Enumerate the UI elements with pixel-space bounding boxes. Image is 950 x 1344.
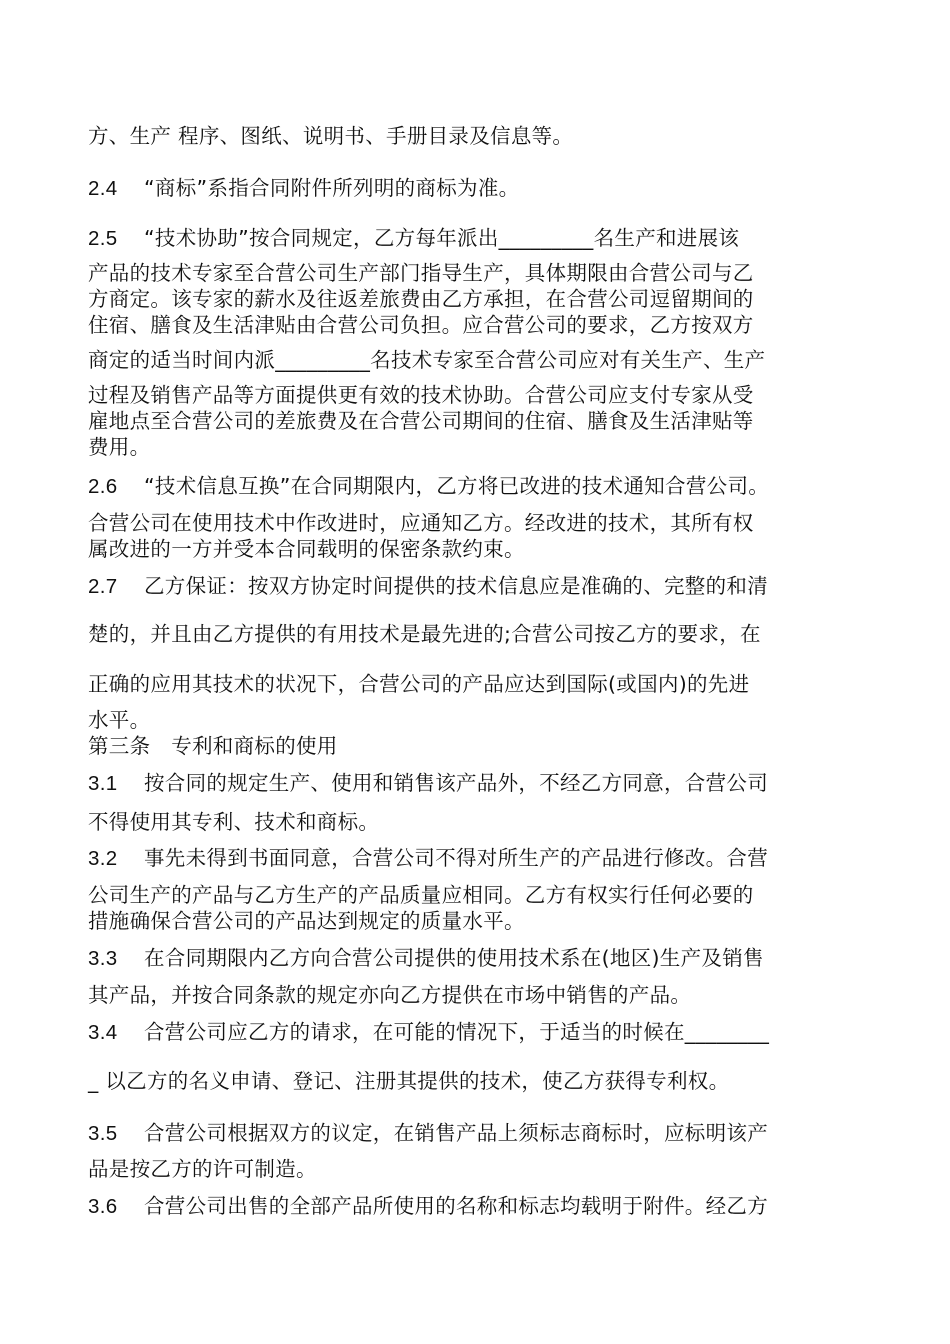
line-text: 产品的技术专家至合营公司生产部门指导生产，具体期限由合营公司与乙 xyxy=(88,261,754,285)
line-text: 合营公司在使用技术中作改进时，应通知乙方。经改进的技术，其所有权 xyxy=(88,511,754,535)
text-line xyxy=(88,708,150,732)
line-text: 过程及销售产品等方面提供更有效的技术协助。合营公司应支付专家从受 xyxy=(88,383,754,407)
line-text: 正确的应用其技术的状况下，合营公司的产品应达到国际(或国内)的先进 xyxy=(88,672,750,696)
clause-number: 2.7 xyxy=(88,575,118,598)
text-line xyxy=(88,983,691,1007)
text-line xyxy=(88,537,525,561)
line-text: 品是按乙方的许可制造。 xyxy=(88,1157,317,1181)
text-line xyxy=(88,435,150,459)
clause-number: 3.3 xyxy=(88,947,118,970)
clause-number: 2.5 xyxy=(88,227,118,250)
line-text: 方、生产 程序、图纸、说明书、手册目录及信息等。 xyxy=(88,124,574,148)
line-text: 住宿、膳食及生活津贴由合营公司负担。应合营公司的要求，乙方按双方 xyxy=(88,313,754,337)
line-text: 按合同的规定生产、使用和销售该产品外，不经乙方同意，合营公司 xyxy=(144,771,768,795)
text-line xyxy=(88,409,754,433)
clause-2-7 xyxy=(88,574,768,599)
text-line xyxy=(88,511,754,535)
clause-number: 2.4 xyxy=(88,177,118,200)
text-line xyxy=(88,909,525,933)
text-line xyxy=(88,348,765,372)
text-line xyxy=(88,883,754,907)
line-text: 合营公司出售的全部产品所使用的名称和标志均载明于附件。经乙方 xyxy=(144,1194,768,1218)
text-line xyxy=(88,672,749,696)
line-text: 水平。 xyxy=(88,708,151,732)
text-line xyxy=(88,261,754,285)
line-text: 合营公司根据双方的议定，在销售产品上须标志商标时，应标明该产 xyxy=(144,1121,768,1145)
section-heading xyxy=(88,734,338,758)
line-text: “技术信息互换”在合同期限内，乙方将已改进的技术通知合营公司。 xyxy=(144,474,770,498)
clause-number: 3.5 xyxy=(88,1122,118,1145)
line-text: 属改进的一方并受本合同载明的保密条款约束。 xyxy=(88,537,525,561)
line-text: 其产品，并按合同条款的规定亦向乙方提供在市场中销售的产品。 xyxy=(88,983,692,1007)
clause-3-6 xyxy=(88,1194,768,1219)
text-line xyxy=(88,1069,729,1093)
clause-2-6 xyxy=(88,474,769,499)
text-line xyxy=(88,383,754,407)
line-text: 楚的，并且由乙方提供的有用技术是最先进的;合营公司按乙方的要求，在 xyxy=(88,622,761,646)
text-line xyxy=(88,287,754,311)
clause-2-5 xyxy=(88,226,739,251)
clause-number: 2.6 xyxy=(88,475,118,498)
line-text: 商定的适当时间内派_________名技术专家至合营公司应对有关生产、生产 xyxy=(88,348,766,372)
line-text: 雇地点至合营公司的差旅费及在合营公司期间的住宿、膳食及生活津贴等 xyxy=(88,409,754,433)
clause-3-3 xyxy=(88,946,764,971)
heading-text: 第三条 专利和商标的使用 xyxy=(88,734,338,758)
line-text: 措施确保合营公司的产品达到规定的质量水平。 xyxy=(88,909,525,933)
clause-2-4 xyxy=(88,176,519,201)
line-text: 不得使用其专利、技术和商标。 xyxy=(88,810,380,834)
line-text: _ 以乙方的名义申请、登记、注册其提供的技术，使乙方获得专利权。 xyxy=(88,1069,730,1093)
clause-number: 3.1 xyxy=(88,772,118,795)
line-text: 费用。 xyxy=(88,435,151,459)
line-text: “技术协助”按合同规定，乙方每年派出_________名生产和进展该 xyxy=(144,226,740,250)
line-text: 公司生产的产品与乙方生产的产品质量应相同。乙方有权实行任何必要的 xyxy=(88,883,754,907)
line-text: 在合同期限内乙方向合营公司提供的使用技术系在(地区)生产及销售 xyxy=(144,946,764,970)
line-text: “商标”系指合同附件所列明的商标为准。 xyxy=(144,176,520,200)
clause-number: 3.2 xyxy=(88,847,118,870)
clause-3-1 xyxy=(88,771,768,796)
line-text: 事先未得到书面同意，合营公司不得对所生产的产品进行修改。合营 xyxy=(144,846,768,870)
text-line xyxy=(88,124,573,148)
text-line xyxy=(88,622,761,646)
text-line xyxy=(88,313,754,337)
clause-number: 3.6 xyxy=(88,1195,118,1218)
text-line xyxy=(88,1157,317,1181)
clause-3-4 xyxy=(88,1020,769,1045)
clause-number: 3.4 xyxy=(88,1021,118,1044)
text-line xyxy=(88,810,379,834)
line-text: 合营公司应乙方的请求，在可能的情况下，于适当的时候在________ xyxy=(144,1020,770,1044)
clause-3-5 xyxy=(88,1121,768,1146)
line-text: 乙方保证：按双方协定时间提供的技术信息应是准确的、完整的和清 xyxy=(144,574,768,598)
clause-3-2 xyxy=(88,846,768,871)
line-text: 方商定。该专家的薪水及往返差旅费由乙方承担，在合营公司逗留期间的 xyxy=(88,287,754,311)
